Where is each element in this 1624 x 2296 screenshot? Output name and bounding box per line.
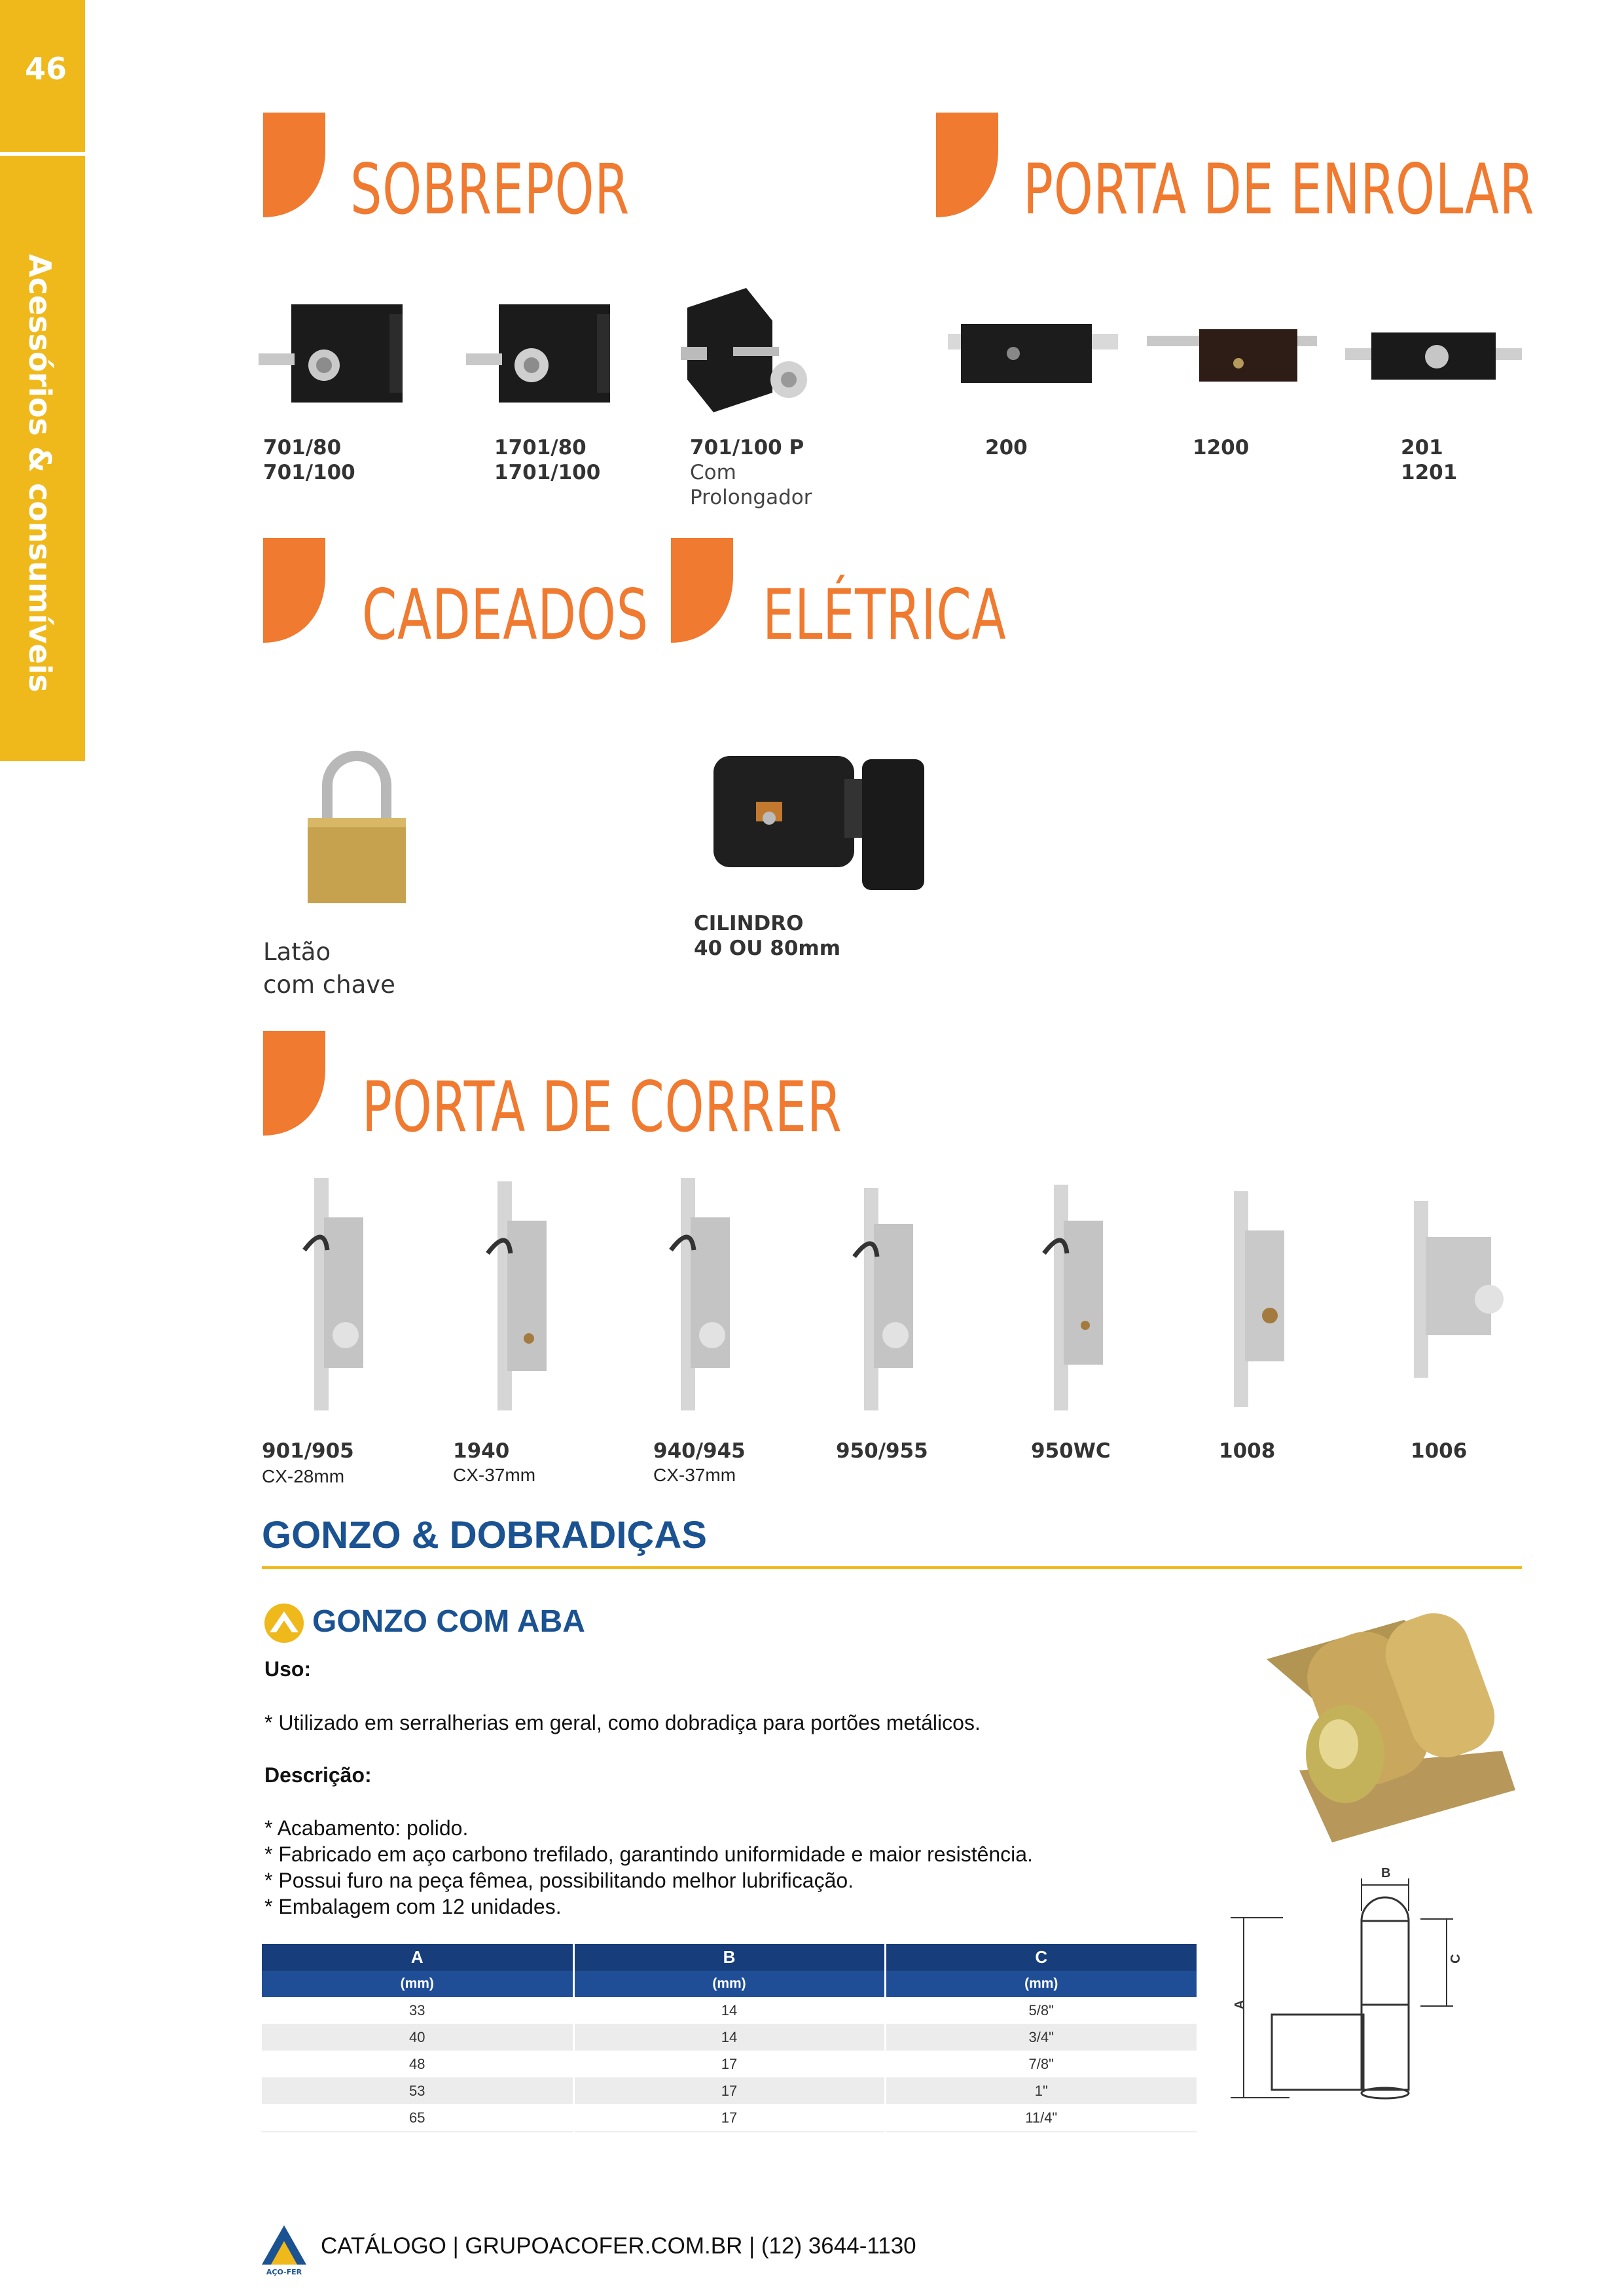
product-code-1940: 1940 bbox=[453, 1439, 510, 1463]
section-title-porta-enrolar: PORTA DE ENROLAR bbox=[1023, 149, 1535, 230]
side-category-label: Acessórios & consumíveis bbox=[22, 254, 58, 692]
table-header-cell: C bbox=[885, 1944, 1197, 1971]
table-cell: 65 bbox=[262, 2104, 573, 2132]
product-code-1008: 1008 bbox=[1219, 1439, 1276, 1463]
table-cell: 33 bbox=[409, 2001, 425, 2018]
section-divider bbox=[262, 1566, 1522, 1569]
descricao-line: * Acabamento: polido. bbox=[264, 1816, 469, 1840]
section-title-porta-correr: PORTA DE CORRER bbox=[362, 1067, 842, 1147]
orange-mark-icon bbox=[263, 1031, 325, 1136]
product-label-701: 701/80 701/100 bbox=[263, 436, 355, 484]
sliding-lock-image-1940 bbox=[471, 1181, 563, 1410]
table-unit-row bbox=[262, 1971, 1197, 1997]
lock-image-701-100p bbox=[668, 281, 818, 412]
product-code-950wc: 950WC bbox=[1031, 1439, 1111, 1463]
table-row bbox=[262, 1997, 1197, 2024]
table-cell: 17 bbox=[573, 2051, 885, 2077]
product-code-901: 901/905 bbox=[262, 1439, 354, 1463]
orange-mark-icon bbox=[671, 538, 733, 643]
section-title-eletrica: ELÉTRICA bbox=[763, 575, 1007, 655]
product-title-gonzo: GONZO COM ABA bbox=[312, 1604, 585, 1639]
uso-label: Uso: bbox=[264, 1657, 312, 1681]
side-category-tab bbox=[0, 156, 85, 761]
spec-table bbox=[262, 1944, 1197, 2132]
company-logo-text: AÇO-FER bbox=[266, 2268, 302, 2276]
orange-mark-icon bbox=[263, 538, 325, 643]
product-cx-1940: CX-37mm bbox=[453, 1465, 536, 1485]
table-cell: 40 bbox=[262, 2024, 573, 2051]
lock-image-200 bbox=[948, 311, 1118, 396]
product-code-950: 950/955 bbox=[836, 1439, 928, 1463]
table-cell: 3/4" bbox=[885, 2024, 1197, 2051]
section-title-gonzo: GONZO & DOBRADIÇAS bbox=[262, 1514, 707, 1556]
table-cell: 17 bbox=[573, 2104, 885, 2132]
table-row bbox=[262, 2077, 1197, 2104]
table-cell: 48 bbox=[409, 2055, 425, 2072]
lock-image-201 bbox=[1345, 321, 1522, 396]
lock-image-701 bbox=[259, 298, 409, 409]
orange-mark-icon bbox=[936, 113, 998, 217]
product-label-701-100p: 701/100 P Com Prolongador bbox=[690, 436, 812, 509]
company-logo-icon bbox=[262, 2225, 306, 2276]
table-cell: 11/4" bbox=[885, 2104, 1197, 2132]
table-cell: 53 bbox=[262, 2077, 573, 2104]
diagram-label-a: A bbox=[1233, 2000, 1247, 2009]
lock-image-1701 bbox=[466, 298, 617, 409]
table-unit-cell: (mm) bbox=[573, 1971, 885, 1997]
table-unit-cell: (mm) bbox=[262, 1971, 573, 1997]
table-cell: 7/8" bbox=[885, 2051, 1197, 2077]
lock-image-1200 bbox=[1147, 317, 1317, 393]
descricao-line: * Embalagem com 12 unidades. bbox=[264, 1895, 562, 1918]
brand-bullet-icon bbox=[263, 1602, 305, 1644]
product-label-cadeado: Latão com chave bbox=[263, 938, 395, 999]
product-code-1006: 1006 bbox=[1411, 1439, 1468, 1463]
table-header-row bbox=[262, 1944, 1197, 1971]
page-number: 46 bbox=[25, 51, 67, 86]
product-label-eletrica: CILINDRO 40 OU 80mm bbox=[694, 912, 840, 960]
product-label-1200: 1200 bbox=[1193, 436, 1250, 459]
product-cx-901: CX-28mm bbox=[262, 1466, 345, 1486]
table-row bbox=[262, 2051, 1197, 2077]
hinge-image bbox=[1240, 1607, 1522, 1856]
section-title-cadeados: CADEADOS bbox=[362, 575, 649, 655]
descricao-line: * Possui furo na peça fêmea, possibilitando melhor lubrificação. bbox=[264, 1869, 854, 1892]
page-number-tab bbox=[0, 0, 85, 152]
table-cell: 14 bbox=[573, 2024, 885, 2051]
footer-text: CATÁLOGO | GRUPOACOFER.COM.BR | (12) 3644-1130 bbox=[321, 2233, 916, 2259]
table-cell: 5/8" bbox=[885, 1997, 1197, 2024]
sliding-lock-image-1006 bbox=[1407, 1201, 1512, 1378]
table-row bbox=[262, 2024, 1197, 2051]
uso-text: * Utilizado em serralherias em geral, como dobradiça para portões metálicos. bbox=[264, 1711, 981, 1734]
electric-lock-image bbox=[710, 753, 926, 893]
table-cell: 14 bbox=[573, 1997, 885, 2024]
padlock-image bbox=[304, 749, 409, 906]
diagram-label-c: C bbox=[1449, 1954, 1463, 1964]
sliding-lock-image-950 bbox=[838, 1188, 929, 1410]
descricao-label: Descrição: bbox=[264, 1763, 372, 1787]
table-row bbox=[262, 2104, 1197, 2132]
section-title-sobrepor: SOBREPOR bbox=[350, 149, 630, 230]
product-label-201: 201 1201 bbox=[1401, 436, 1458, 484]
orange-mark-icon bbox=[263, 113, 325, 217]
product-label-1701: 1701/80 1701/100 bbox=[494, 436, 601, 484]
sliding-lock-image-901 bbox=[288, 1178, 380, 1410]
table-unit-cell: (mm) bbox=[885, 1971, 1197, 1997]
product-cx-940: CX-37mm bbox=[653, 1465, 736, 1485]
descricao-line: * Fabricado em aço carbono trefilado, garantindo uniformidade e maior resistência. bbox=[264, 1842, 1033, 1866]
sliding-lock-image-940 bbox=[655, 1178, 746, 1410]
product-code-940: 940/945 bbox=[653, 1439, 746, 1463]
table-header-cell: A bbox=[262, 1944, 573, 1971]
product-label-200: 200 bbox=[985, 436, 1028, 459]
hinge-diagram bbox=[1231, 1865, 1519, 2108]
table-cell: 17 bbox=[573, 2077, 885, 2104]
diagram-label-b: B bbox=[1381, 1866, 1391, 1880]
sliding-lock-image-950wc bbox=[1028, 1185, 1119, 1410]
sliding-lock-image-1008 bbox=[1218, 1191, 1309, 1407]
table-cell: 1" bbox=[885, 2077, 1197, 2104]
table-header-cell: B bbox=[573, 1944, 885, 1971]
